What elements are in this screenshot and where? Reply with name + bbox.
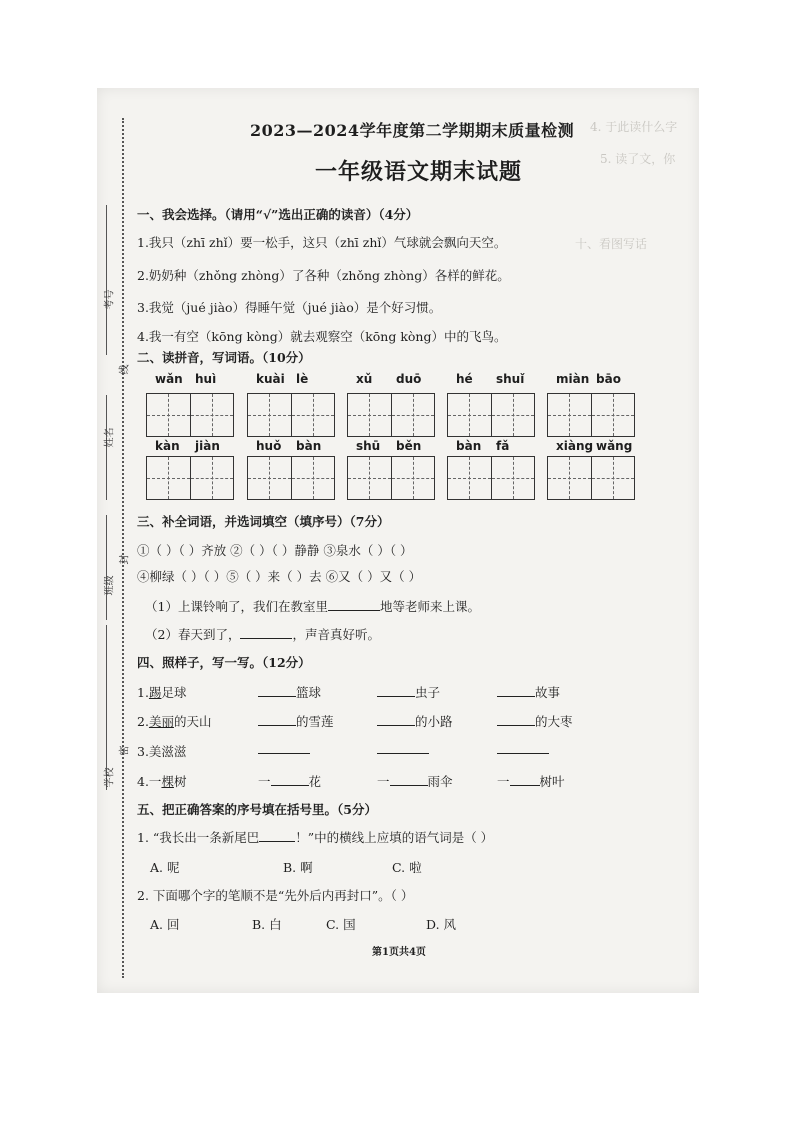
s4-row-2-b: 的小路 xyxy=(377,712,453,730)
bleed-through-text: 十、看图写话 xyxy=(575,237,648,251)
section-3-heading: 三、补全词语，并选词填空（填序号）（7分） xyxy=(137,514,390,529)
tianzige-cell[interactable] xyxy=(248,394,292,436)
pinyin-syllable: shuǐ xyxy=(496,372,525,386)
name-label: 姓名 xyxy=(104,427,116,448)
s4-row-1-a: 篮球 xyxy=(258,683,321,701)
tianzige-cell[interactable] xyxy=(292,457,335,499)
s5-q2-option-d: D. 风 xyxy=(426,917,457,932)
tianzige-grid-pair xyxy=(347,393,435,437)
school-label: 学校 xyxy=(104,767,116,788)
school-field-line xyxy=(106,625,108,790)
s4-row-2-a: 的雪莲 xyxy=(258,712,334,730)
bleed-through-text: 4. 于此读什么字 xyxy=(590,120,678,134)
s4-row-1-b: 虫子 xyxy=(377,683,440,701)
s5-question-2: 2. 下面哪个字的笔顺不是“先外后内再封口”。（ ） xyxy=(137,888,414,903)
binding-mark-seal: 封 xyxy=(119,554,131,565)
class-label: 班级 xyxy=(104,575,116,596)
exam-no-field-line xyxy=(106,205,108,355)
tianzige-grid-pair xyxy=(146,456,234,500)
tianzige-grid-pair xyxy=(347,456,435,500)
s1-question-2: 2.奶奶种（zhǒng zhòng）了各种（zhǒng zhòng）各样的鲜花。 xyxy=(137,268,510,283)
answer-blank[interactable] xyxy=(240,638,292,639)
s5-q1-option-a: A. 呢 xyxy=(150,860,180,875)
s4-row-1-c: 故事 xyxy=(497,683,560,701)
tianzige-grid-pair xyxy=(447,456,535,500)
answer-blank[interactable] xyxy=(497,753,549,754)
binding-dotted-line xyxy=(122,118,124,978)
bleed-through-text: 5. 读了文，你 xyxy=(600,152,676,166)
tianzige-grid-pair xyxy=(247,456,335,500)
pinyin-syllable: xǔ xyxy=(356,372,373,386)
pinyin-syllable: huì xyxy=(195,372,217,386)
tianzige-cell[interactable] xyxy=(448,394,492,436)
s4-row-2-c: 的大枣 xyxy=(497,712,573,730)
exam-subtitle: 一年级语文期末试题 xyxy=(315,159,523,185)
tianzige-cell[interactable] xyxy=(292,394,335,436)
tianzige-cell[interactable] xyxy=(592,394,635,436)
pinyin-syllable: bàn xyxy=(456,439,482,453)
pinyin-syllable: kàn xyxy=(155,439,180,453)
tianzige-cell[interactable] xyxy=(592,457,635,499)
pinyin-syllable: fǎ xyxy=(496,439,510,453)
tianzige-cell[interactable] xyxy=(191,394,234,436)
tianzige-cell[interactable] xyxy=(548,457,592,499)
s4-row-3-b xyxy=(377,742,429,757)
tianzige-cell[interactable] xyxy=(348,457,392,499)
exam-title: 2023—2024学年度第二学期期末质量检测 xyxy=(250,121,575,140)
answer-blank[interactable] xyxy=(377,753,429,754)
binding-mark-secret: 密 xyxy=(119,745,131,756)
tianzige-grid-pair xyxy=(447,393,535,437)
pinyin-syllable: shū xyxy=(356,439,381,453)
answer-blank[interactable] xyxy=(258,725,296,726)
s5-q2-option-b: B. 白 xyxy=(252,917,282,932)
answer-blank[interactable] xyxy=(328,610,380,611)
s4-row-2-example: 2.美丽的天山 xyxy=(137,714,212,729)
tianzige-cell[interactable] xyxy=(147,457,191,499)
answer-blank[interactable] xyxy=(497,725,535,726)
s4-row-4-c: 一 树叶 xyxy=(497,774,565,789)
tianzige-cell[interactable] xyxy=(191,457,234,499)
answer-blank[interactable] xyxy=(258,753,310,754)
answer-blank[interactable] xyxy=(377,725,415,726)
s5-q2-option-c: C. 国 xyxy=(326,917,356,932)
tianzige-cell[interactable] xyxy=(492,394,535,436)
section-2-heading: 二、读拼音，写词语。（10分） xyxy=(137,350,311,365)
s3-idiom-line-2: ④柳绿（ ）（ ）⑤（ ）来（ ）去 ⑥又（ ）又（ ） xyxy=(137,569,422,584)
tianzige-cell[interactable] xyxy=(348,394,392,436)
s4-row-3-example: 3.美滋滋 xyxy=(137,744,187,759)
binding-mark-line: 线 xyxy=(119,364,131,375)
s4-row-4-b: 一 雨伞 xyxy=(377,774,453,789)
s4-row-4-a: 一 花 xyxy=(258,774,322,789)
pinyin-syllable: bàn xyxy=(296,439,322,453)
s5-q1-option-c: C. 啦 xyxy=(392,860,422,875)
s1-question-3: 3.我觉（jué jiào）得睡午觉（jué jiào）是个好习惯。 xyxy=(137,300,442,315)
tianzige-cell[interactable] xyxy=(492,457,535,499)
pinyin-syllable: kuài xyxy=(256,372,285,386)
s5-question-1: 1. “我长出一条新尾巴 ！”中的横线上应填的语气词是（ ） xyxy=(137,830,494,845)
tianzige-grid-pair xyxy=(547,393,635,437)
answer-blank[interactable] xyxy=(390,785,428,786)
tianzige-grid-pair xyxy=(146,393,234,437)
section-1-heading: 一、我会选择。（请用“√”选出正确的读音）（4分） xyxy=(137,207,419,222)
s3-fill-1: （1）上课铃响了，我们在教室里 地等老师来上课。 xyxy=(145,599,480,614)
answer-blank[interactable] xyxy=(510,785,540,786)
s3-idiom-line-1: ①（ ）（ ）齐放 ②（ ）（ ）静静 ③泉水（ ）（ ） xyxy=(137,543,413,558)
exam-no-label: 考号 xyxy=(104,289,116,310)
s4-row-1-example: 1.踢足球 xyxy=(137,685,187,700)
s1-question-1: 1.我只（zhī zhǐ）要一松手，这只（zhī zhǐ）气球就会飘向天空。 xyxy=(137,235,507,250)
pinyin-syllable: miàn xyxy=(556,372,590,386)
tianzige-grid-pair xyxy=(547,456,635,500)
pinyin-syllable: běn xyxy=(396,439,422,453)
pinyin-syllable: bāo xyxy=(596,372,621,386)
s5-q2-option-a: A. 回 xyxy=(150,917,180,932)
tianzige-cell[interactable] xyxy=(548,394,592,436)
pinyin-syllable: huǒ xyxy=(256,439,282,453)
tianzige-grid-pair xyxy=(247,393,335,437)
tianzige-cell[interactable] xyxy=(448,457,492,499)
answer-blank[interactable] xyxy=(258,696,296,697)
s4-row-3-a xyxy=(258,742,310,757)
pinyin-syllable: duō xyxy=(396,372,422,386)
tianzige-cell[interactable] xyxy=(392,457,435,499)
s5-q1-option-b: B. 啊 xyxy=(283,860,313,875)
pinyin-syllable: xiàng xyxy=(556,439,594,453)
s4-row-4-example: 4.一棵树 xyxy=(137,774,187,789)
pinyin-syllable: wǎn xyxy=(155,372,183,386)
pinyin-syllable: wǎng xyxy=(596,439,633,453)
s4-row-3-c xyxy=(497,742,549,757)
s1-question-4: 4.我一有空（kōng kòng）就去观察空（kōng kòng）中的飞鸟。 xyxy=(137,329,507,344)
tianzige-cell[interactable] xyxy=(248,457,292,499)
class-field-line xyxy=(106,515,108,620)
pinyin-syllable: lè xyxy=(296,372,309,386)
tianzige-cell[interactable] xyxy=(392,394,435,436)
page-number: 第1页共4页 xyxy=(372,947,426,958)
answer-blank[interactable] xyxy=(271,785,309,786)
answer-blank[interactable] xyxy=(377,696,415,697)
pinyin-syllable: hé xyxy=(456,372,473,386)
section-5-heading: 五、把正确答案的序号填在括号里。（5分） xyxy=(137,802,377,817)
s3-fill-2: （2）春天到了， ，声音真好听。 xyxy=(145,627,380,642)
pinyin-syllable: jiàn xyxy=(195,439,220,453)
answer-blank[interactable] xyxy=(259,841,295,842)
section-4-heading: 四、照样子，写一写。（12分） xyxy=(137,655,311,670)
name-field-line xyxy=(106,395,108,500)
answer-blank[interactable] xyxy=(497,696,535,697)
tianzige-cell[interactable] xyxy=(147,394,191,436)
